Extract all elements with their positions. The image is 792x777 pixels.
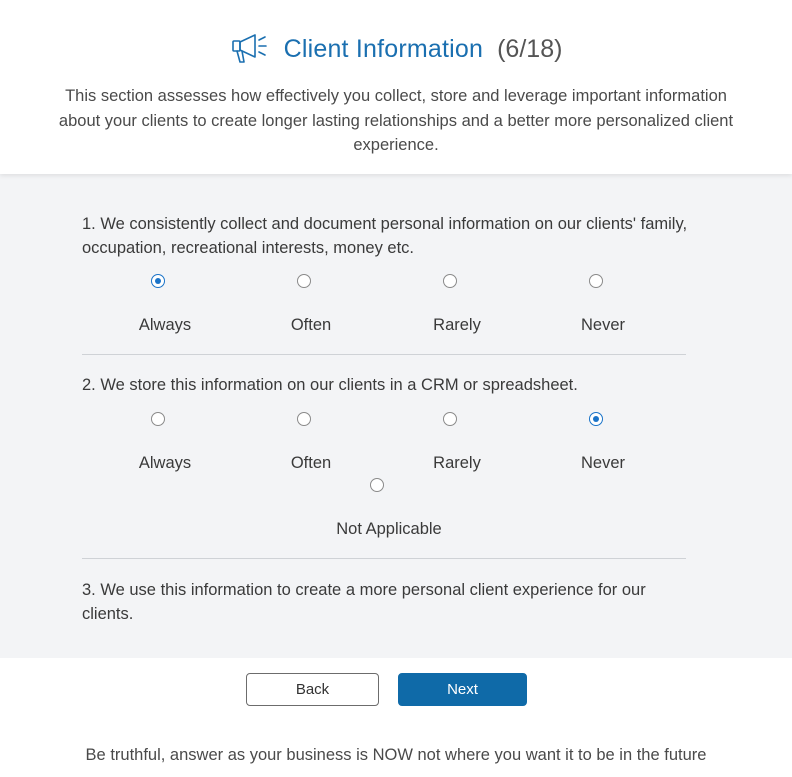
question-1-radio-never[interactable] [589,274,603,288]
questions-panel [0,174,792,658]
page-title: Client Information [283,34,484,63]
question-divider [82,354,686,355]
next-button[interactable]: Next [398,673,527,706]
question-2-radio-never[interactable] [589,412,603,426]
back-button[interactable]: Back [246,673,379,706]
question-3-text: 3. We use this information to create a more personal client experience for our clients. [82,581,646,623]
question-2-radio-rarely[interactable] [443,412,457,426]
question-2-label-not-applicable[interactable]: Not Applicable [336,520,442,538]
question-2-label-often[interactable]: Often [290,454,332,472]
question-1-label-often[interactable]: Often [290,316,332,334]
question-1-label-rarely[interactable]: Rarely [433,316,481,334]
question-1-label-always[interactable]: Always [138,316,192,334]
question-2-radio-often[interactable] [297,412,311,426]
section-header [0,0,792,174]
footer-note: Be truthful, answer as your business is NOW not where you want it to be in the future [85,746,707,764]
question-1-radio-rarely[interactable] [443,274,457,288]
question-1-label-never[interactable]: Never [580,316,625,334]
question-1-radio-always[interactable] [151,274,165,288]
question-2-text: 2. We store this information on our clients in a CRM or spreadsheet. [82,376,578,394]
question-2-label-rarely[interactable]: Rarely [433,454,481,472]
title-row [0,32,792,66]
question-2-label-never[interactable]: Never [580,454,625,472]
megaphone-icon [230,32,276,66]
question-2-radio-always[interactable] [151,412,165,426]
section-intro: This section assesses how effectively you collect, store and leverage important information about your clients to create longer lasting relationships and a better more personalized client experience. [58,87,734,154]
question-2-radio-not-applicable[interactable] [370,478,384,492]
question-1-radio-often[interactable] [297,274,311,288]
question-1-text: 1. We consistently collect and document personal information on our clients' family, occupation, recreational interests, money etc. [82,215,688,257]
section-progress: (6/18) [497,34,563,63]
question-divider [82,558,686,559]
question-2-label-always[interactable]: Always [138,454,192,472]
